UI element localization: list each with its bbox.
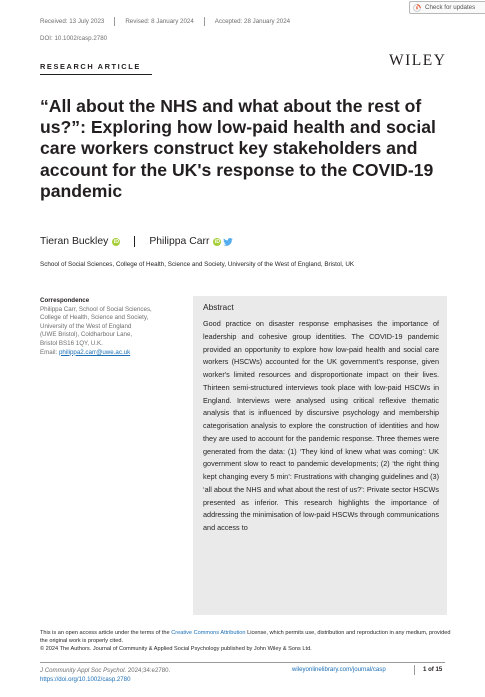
license-text-suffix: License, which permits use, distribution and reproduction in any medium, provided the original work is properly cited. [40, 630, 451, 644]
correspondence-email-line [40, 349, 180, 358]
check-for-updates-badge[interactable] [409, 1, 485, 14]
doi-link[interactable]: https://doi.org/10.1002/casp.2780 [40, 676, 131, 684]
check-updates-icon [413, 4, 421, 12]
email-link[interactable]: philippa2.carr@uwe.ac.uk [58, 348, 131, 356]
correspondence-line: Bristol BS16 1QY, U.K. [40, 339, 103, 347]
page-number: 1 of 15 [423, 666, 443, 673]
accepted-date: Accepted: 28 January 2024 [214, 18, 291, 25]
received-date: Received: 13 July 2023 [40, 18, 105, 25]
correspondence-line: (UWE Bristol), Coldharbour Lane, [40, 331, 133, 339]
orcid-icon[interactable]: iD [214, 238, 220, 245]
publisher-logo: WILEY [389, 52, 447, 69]
check-updates-label: Check for updates [425, 4, 476, 11]
correspondence-line: College of Health, Science and Society, [40, 314, 149, 322]
correspondence-heading: Correspondence [40, 297, 90, 304]
orcid-icon[interactable]: iD [113, 238, 119, 245]
copyright-notice: © 2024 The Authors. Journal of Community & Applied Social Psychology published by John Wiley & Sons Ltd. [40, 646, 312, 652]
correspondence-line: University of the West of England [40, 322, 132, 330]
footer-citation [40, 666, 170, 684]
article-title: “All about the NHS and what about the rest of us?”: Exploring how low-paid health and social care workers construct key stakeholders and account for the UK's response to the COVID-19 pandemic [40, 96, 436, 201]
article-type-label: RESEARCH ARTICLE [40, 62, 141, 71]
author-list [40, 236, 233, 247]
doi: DOI: 10.1002/casp.2780 [40, 35, 108, 42]
creative-commons-link[interactable]: Creative Commons Attribution [171, 630, 246, 636]
license-notice [40, 629, 455, 653]
citation-info: 2024;34:e2780. [126, 667, 171, 674]
author-name: Philippa Carr [149, 236, 210, 247]
author-name: Tieran Buckley [40, 236, 109, 247]
journal-name: J Community Appl Soc Psychol. [40, 667, 127, 674]
article-type-underline [40, 74, 152, 75]
divider [204, 17, 205, 26]
article-dates [40, 17, 290, 26]
footer-divider [40, 662, 445, 663]
footer-separator [414, 665, 415, 675]
author-separator [134, 236, 135, 247]
license-text-prefix: This is an open access article under the terms of the [40, 630, 172, 636]
journal-site-link[interactable]: wileyonlinelibrary.com/journal/casp [292, 666, 386, 673]
abstract-text: Good practice on disaster response emphasises the importance of leadership and cohesive group identities. The COVID-19 pandemic provided an opportunity to explore how low-paid health and social care workers (HSCWs) accounted for the UK government's response, given worker's limited resources and disproportionate impact on their lives. Thirteen semi-structured interviews took place with low-paid HSCWs in England. Interviews were analysed using critical reflexive thematic analysis that is influenced by discursive psychology and membership categorisation analysis to explore the construction of identities and how they are used to account for the pandemic response. Three themes were generated from the data: (1) ‘They kind of knew what was coming’: UK government slow to react to pandemic developments; (2) ‘the right thing kept changing every 5 min’: Frustrations with changing guidelines and (3) ‘all about the NHS and what about the rest of us?’: Private sector HSCWs presented as inferior. This research highlights the importance of addressing the minimisation of low-paid HSCWs through communications and access to [203, 319, 439, 532]
divider [114, 17, 115, 26]
abstract-heading: Abstract [203, 302, 234, 312]
correspondence-line: Philippa Carr, School of Social Sciences, [40, 305, 152, 313]
revised-date: Revised: 8 January 2024 [125, 18, 194, 25]
correspondence-block [40, 297, 180, 357]
twitter-icon[interactable] [223, 238, 233, 246]
author-affiliation: School of Social Sciences, College of Health, Science and Society, University of the West of England, Bristol, UK [40, 261, 355, 268]
email-label: Email: [40, 348, 58, 356]
abstract-box [193, 296, 447, 615]
